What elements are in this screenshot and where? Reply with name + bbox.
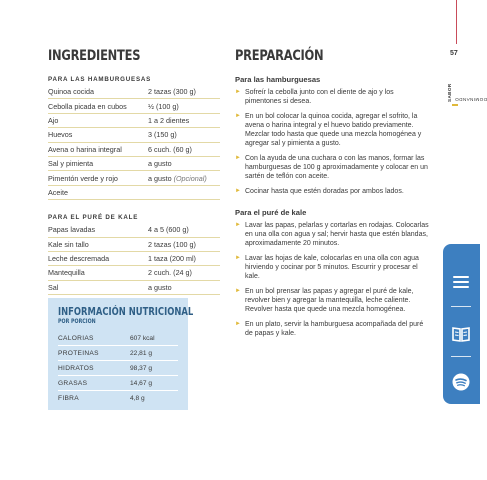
ingredient-row: Quinoa cocida 2 tazas (300 g) bbox=[48, 85, 220, 99]
book-side-title: DOMINANDO SABOR bbox=[447, 83, 487, 102]
step-item: ► Sofreír la cebolla junto con el diente de ajo y los pimentones si desea. bbox=[235, 89, 394, 105]
sidebar-divider bbox=[451, 356, 471, 357]
preparation-column bbox=[235, 48, 431, 344]
ingredient-row: Leche descremada 1 taza (200 ml) bbox=[48, 252, 220, 266]
step-item: ► En un plato, servir la hamburguesa acompañada del puré de papas y kale. bbox=[235, 321, 424, 337]
kale-steps-heading: Para el puré de kale bbox=[235, 208, 307, 217]
ingredient-row: Aceite bbox=[48, 186, 220, 200]
arrow-icon: ► bbox=[235, 89, 241, 95]
ingredient-row: Sal y pimienta a gusto bbox=[48, 157, 220, 171]
nutrition-row: PROTEINAS 22,81 g bbox=[58, 346, 178, 361]
step-item: ► Lavar las hojas de kale, colocarlas en una olla con agua hirviendo y cocinar por 5 minutos. Escurrir y procesar el kale. bbox=[235, 255, 419, 280]
step-item: ► Lavar las papas, pelarlas y cortarlas en rodajas. Colocarlas en una olla con agua y sal; hervir hasta que estén blandas, aproximadamente 20 minutos. bbox=[235, 222, 429, 247]
arrow-icon: ► bbox=[235, 222, 241, 228]
page-number: 57 bbox=[450, 50, 458, 57]
reader-sidebar bbox=[443, 244, 480, 404]
ingredient-row: Cebolla picada en cubos ½ (100 g) bbox=[48, 99, 220, 113]
kale-ingredients-list bbox=[48, 223, 220, 295]
arrow-icon: ► bbox=[235, 155, 241, 161]
arrow-icon: ► bbox=[235, 188, 241, 194]
menu-icon[interactable] bbox=[451, 272, 471, 292]
book-icon[interactable] bbox=[451, 324, 471, 344]
ingredient-row: Mantequilla 2 cuch. (24 g) bbox=[48, 266, 220, 280]
kale-ingredients-label: PARA EL PURÉ DE KALE bbox=[48, 214, 139, 222]
ingredients-column bbox=[48, 48, 220, 295]
optional-note: (Opcional) bbox=[173, 173, 207, 183]
ingredient-row: Papas lavadas 4 a 5 (600 g) bbox=[48, 223, 220, 237]
spotify-icon[interactable] bbox=[451, 372, 471, 392]
nutrition-row: CALORIAS 607 kcal bbox=[58, 331, 178, 346]
arrow-icon: ► bbox=[235, 255, 241, 261]
ingredient-row: Sal a gusto bbox=[48, 281, 220, 295]
ingredient-row: Avena o harina integral 6 cuch. (60 g) bbox=[48, 143, 220, 157]
ingredient-row: Pimentón verde y rojo a gusto (Opcional) bbox=[48, 171, 220, 185]
ingredients-title: INGREDIENTES bbox=[48, 48, 141, 64]
burger-steps-heading: Para las hamburguesas bbox=[235, 75, 321, 84]
page-top-line bbox=[456, 0, 457, 44]
ingredient-row: Huevos 3 (150 g) bbox=[48, 128, 220, 142]
arrow-icon: ► bbox=[235, 288, 241, 294]
step-item: ► En un bol prensar las papas y agregar el puré de kale, revolver bien y agregar la mantequilla, leche caliente. Revolver hasta que quede una mezcla homogénea. bbox=[235, 288, 414, 313]
arrow-icon: ► bbox=[235, 321, 241, 327]
side-accent-mark bbox=[452, 104, 458, 106]
step-item: ► Cocinar hasta que estén doradas por ambos lados. bbox=[235, 188, 404, 195]
ingredient-row: Kale sin tallo 2 tazas (100 g) bbox=[48, 238, 220, 252]
nutrition-box bbox=[48, 298, 194, 410]
preparation-title: PREPARACIÓN bbox=[235, 48, 324, 64]
step-item: ► Con la ayuda de una cuchara o con las manos, formar las hamburguesas de 100 g aproximadamente y colocar en un sartén de teflón con aceite. bbox=[235, 155, 428, 180]
step-item: ► En un bol colocar la quinoa cocida, agregar el sofrito, la avena o harina integral y el huevo batido previamente. Mezclar todo hasta que quede una mezcla homogénea y agregar sal y pimienta a gusto. bbox=[235, 113, 422, 147]
ingredient-row: Ajo 1 a 2 dientes bbox=[48, 114, 220, 128]
sidebar-divider bbox=[451, 306, 471, 307]
arrow-icon: ► bbox=[235, 113, 241, 119]
nutrition-title: INFORMACIÓN NUTRICIONAL bbox=[58, 306, 194, 318]
nutrition-row: FIBRA 4,8 g bbox=[58, 395, 145, 402]
burger-ingredients-label: PARA LAS HAMBURGUESAS bbox=[48, 76, 152, 83]
nutrition-subtitle: POR PORCIÓN bbox=[58, 318, 96, 325]
burger-ingredients-list bbox=[48, 85, 220, 200]
nutrition-row: HIDRATOS 98,37 g bbox=[58, 361, 178, 376]
nutrition-row: GRASAS 14,67 g bbox=[58, 376, 178, 391]
